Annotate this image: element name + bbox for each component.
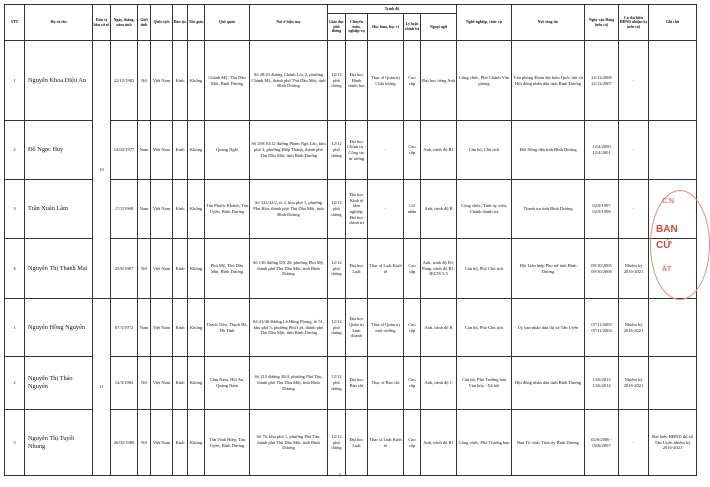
cell-note: [649, 41, 697, 121]
cell-gender: Nữ: [138, 410, 151, 476]
cell-political: Cao cấp: [404, 239, 421, 299]
header-stt: STT: [5, 5, 25, 41]
cell-party-date: 22/12/2006 22/12/2007: [585, 41, 619, 121]
cell-political: Cao cấp: [404, 41, 421, 121]
cell-residence: Số 322/42/2, tổ 2, khu phố 1, phường Phú Hòa, thành phố Thủ Dầu Một, tỉnh Bình Dương: [250, 180, 328, 239]
cell-name: Nguyễn Thị Thanh Mai: [25, 239, 93, 299]
cell-language: Anh, trình độ B: [421, 180, 457, 239]
cell-religion: Không: [188, 121, 205, 180]
cell-hometown: Phú Mỹ, Thủ Dầu Một, Bình Dương: [205, 239, 250, 299]
cell-name: Trần Xuân Lâm: [25, 180, 93, 239]
cell-hometown: Thạch Tiến, Thạch Hà, Hà Tĩnh: [205, 299, 250, 357]
header-name: Họ và tên: [25, 5, 93, 41]
header-ethnicity: Dân tộc: [173, 5, 188, 41]
cell-dob: 07/3/1972: [111, 299, 138, 357]
header-dob: Ngày, tháng, năm sinh: [111, 5, 138, 41]
cell-degree: Thạc sĩ Luật Kinh tế: [368, 239, 404, 299]
cell-name: Nguyễn Khoa Diệu An: [25, 41, 93, 121]
cell-professional: Đại học Kinh tế lâm nghiệp; Đại học chính trị: [346, 180, 368, 239]
cell-religion: Không: [188, 357, 205, 410]
cell-council: Nhiệm kỳ 2016-2021: [619, 357, 649, 410]
cell-residence: Số 136 đường DX 26, phường Phú Mỹ, thành phố Thủ Dầu Một, tỉnh Bình Dương: [250, 239, 328, 299]
cell-dob: 22/12/1982: [111, 41, 138, 121]
cell-workplace: Hội Nông dân tỉnh Bình Dương: [512, 121, 585, 180]
cell-council: -: [619, 41, 649, 121]
stamp-text: BAN: [656, 224, 678, 235]
cell-dob: 25/6/1987: [111, 239, 138, 299]
cell-name: Nguyễn Hồng Nguyên: [25, 299, 93, 357]
cell-party-date: 02/6/2006 - 02/6/2007: [585, 410, 619, 476]
page-number: 7: [338, 474, 342, 479]
cell-gender: Nữ: [138, 357, 151, 410]
cell-workplace: Văn phòng Đoàn đại biểu Quốc hội và Hội đồng nhân dân tỉnh Bình Dương: [512, 41, 585, 121]
cell-council: Nhiệm kỳ 2016-2021: [619, 239, 649, 299]
stamp-text: CỬ: [656, 240, 672, 251]
cell-gender: Nữ: [138, 41, 151, 121]
header-workplace: Nơi công tác: [512, 5, 585, 41]
cell-residence: Số 76, khu phố 1, phường Phú Tân, thành phố Thủ Dầu Một, tỉnh Bình Dương: [250, 410, 328, 476]
cell-stt: 1: [5, 299, 25, 357]
cell-name: Đỗ Ngọc Huy: [25, 121, 93, 180]
cell-general-ed: 12/12 phổ thông: [328, 410, 346, 476]
cell-stt: 3: [5, 180, 25, 239]
cell-language: Đại học tiếng Anh: [421, 41, 457, 121]
cell-general-ed: 12/12 phổ thông: [328, 180, 346, 239]
cell-occupation: Cán bộ, Chủ tịch: [457, 121, 512, 180]
cell-gender: Nam: [138, 180, 151, 239]
cell-council: -: [619, 410, 649, 476]
stamp-text: C.N: [662, 198, 675, 205]
cell-hometown: Cẩm Nam, Hội An, Quảng Nam: [205, 357, 250, 410]
cell-professional: Đại học Hành chính học: [346, 41, 368, 121]
cell-professional: Đại học Báo chí: [346, 357, 368, 410]
cell-residence: Số 28/43 đường Chánh Lộc 2, phường Chánh Mỹ, thành phố Thủ Dầu Một, tỉnh Bình Dương: [250, 41, 328, 121]
cell-religion: Không: [188, 239, 205, 299]
cell-residence: Số 269/10/12 đường Phạm Ngũ Lão, khu phố 3, phường Hiệp Thành, thành phố Thủ Dầu Một, tỉnh Bình Dương: [250, 121, 328, 180]
cell-language: Anh, trình độ B: [421, 299, 457, 357]
cell-note: [649, 299, 697, 357]
cell-political: Cao cấp: [404, 299, 421, 357]
cell-occupation: Công chức, Phó Chánh Văn phòng: [457, 41, 512, 121]
cell-ethnicity: Kinh: [173, 121, 188, 180]
cell-nationality: Việt Nam: [151, 357, 173, 410]
table-row: [5, 41, 697, 121]
cell-unit: 10: [93, 41, 111, 299]
cell-gender: Nữ: [138, 239, 151, 299]
cell-nationality: Việt Nam: [151, 121, 173, 180]
cell-ethnicity: Kinh: [173, 357, 188, 410]
header-education-group: Trình độ: [328, 5, 457, 14]
cell-occupation: Cán bộ, Phó Chủ tịch: [457, 239, 512, 299]
cell-dob: 12/3/1982: [111, 357, 138, 410]
header-residence: Nơi ở hiện nay: [250, 5, 328, 41]
cell-workplace: Hội Liên hiệp Phụ nữ tỉnh Bình Dương: [512, 239, 585, 299]
cell-nationality: Việt Nam: [151, 299, 173, 357]
cell-residence: Số 215 đường 30/4, phường Phú Thọ, thành phố Thủ Dầu Một, tỉnh Bình Dương: [250, 357, 328, 410]
header-language: Ngoại ngữ: [421, 14, 457, 41]
cell-stt: 2: [5, 357, 25, 410]
cell-professional: Đại học Chính trị - Công tác tư tưởng: [346, 121, 368, 180]
cell-stt: 2: [5, 121, 25, 180]
cell-political: Cao cấp: [404, 121, 421, 180]
header-unit: Đơn vị bầu cử số: [93, 5, 111, 41]
cell-occupation: Công chức, Tỉnh ủy viên, Chánh thanh tra: [457, 180, 512, 239]
cell-professional: Đại học Luật: [346, 410, 368, 476]
header-note: Ghi chú: [649, 5, 697, 41]
cell-degree: -: [368, 180, 404, 239]
cell-hometown: Tân Phước Khánh, Tân Uyên, Bình Dương: [205, 180, 250, 239]
cell-note: Đại biểu HĐND thị xã Tân Uyên nhiệm kỳ 2016-2021: [649, 410, 697, 476]
cell-party-date: 09/10/2005 09/10/2006: [585, 239, 619, 299]
cell-stt: 4: [5, 239, 25, 299]
cell-general-ed: 12/12 phổ thông: [328, 239, 346, 299]
cell-general-ed: 12/12 phổ thông: [328, 357, 346, 410]
header-professional: Chuyên môn, nghiệp vụ: [346, 14, 368, 41]
cell-occupation: Cán bộ, Phó Trưởng ban Văn hóa - Xã hội: [457, 357, 512, 410]
header-religion: Tôn giáo: [188, 5, 205, 41]
header-gender: Giới tính: [138, 5, 151, 41]
cell-name: Nguyễn Thị Thảo Nguyên: [25, 357, 93, 410]
cell-party-date: 07/11/2003 07/11/2004: [585, 299, 619, 357]
cell-party-date: 02/9/1997 02/9/1998: [585, 180, 619, 239]
cell-occupation: Công chức, Phó Trưởng ban: [457, 410, 512, 476]
candidate-table: [4, 4, 697, 476]
cell-gender: Nam: [138, 299, 151, 357]
cell-political: Cao cấp: [404, 410, 421, 476]
table-row: [5, 299, 697, 357]
cell-nationality: Việt Nam: [151, 239, 173, 299]
cell-note: [649, 121, 697, 180]
header-occupation: Nghề nghiệp, chức vụ: [457, 5, 512, 41]
cell-religion: Không: [188, 180, 205, 239]
stamp-text: ẤT: [662, 266, 672, 273]
header-general-ed: Giáo dục phổ thông: [328, 14, 346, 41]
cell-stt: 1: [5, 41, 25, 121]
cell-hometown: Quảng Ngãi: [205, 121, 250, 180]
cell-degree: Thạc sĩ Quản trị Chất lượng: [368, 41, 404, 121]
cell-language: Anh, trình độ B1: [421, 121, 457, 180]
cell-general-ed: 12/12 phổ thông: [328, 121, 346, 180]
cell-political: Cử nhân: [404, 180, 421, 239]
cell-language: Anh, trình độ B1; Pháp, trình độ B1; IELTS 5.5: [421, 239, 457, 299]
cell-general-ed: 12/12 phổ thông: [328, 299, 346, 357]
cell-workplace: Thanh tra tỉnh Bình Dương: [512, 180, 585, 239]
cell-language: Anh, trình độ C: [421, 357, 457, 410]
cell-workplace: Ban Tổ chức Tỉnh ủy Bình Dương: [512, 410, 585, 476]
cell-stt: 3: [5, 410, 25, 476]
cell-ethnicity: Kinh: [173, 410, 188, 476]
official-stamp: [650, 190, 710, 300]
header-council: Là đại biểu HĐND nhiệm kỳ (nếu có): [619, 5, 649, 41]
cell-council: Nhiệm kỳ 2016-2021: [619, 299, 649, 357]
cell-hometown: Chánh Mỹ, Thủ Dầu Một, Bình Dương: [205, 41, 250, 121]
cell-name: Nguyễn Thị Tuyết Nhung: [25, 410, 93, 476]
cell-hometown: Tân Vĩnh Hiệp, Tân Uyên, Bình Dương: [205, 410, 250, 476]
cell-religion: Không: [188, 410, 205, 476]
cell-degree: Thạc sĩ Báo chí: [368, 357, 404, 410]
cell-nationality: Việt Nam: [151, 180, 173, 239]
cell-party-date: 12/4/2000 12/4/2001: [585, 121, 619, 180]
cell-political: Cao cấp: [404, 357, 421, 410]
cell-professional: Đại học Luật: [346, 239, 368, 299]
cell-degree: Thạc sĩ Quản trị môi trường: [368, 299, 404, 357]
cell-residence: Số 41/46 đường Lê Hồng Phong, tổ 51, khu phố 5, phường Phú Lợi, thành phố Thủ Dầu Một, tỉnh Bình Dương: [250, 299, 328, 357]
cell-language: Anh, trình độ B1: [421, 410, 457, 476]
cell-degree: -: [368, 121, 404, 180]
cell-dob: 17/2/1968: [111, 180, 138, 239]
cell-dob: 14/02/1977: [111, 121, 138, 180]
cell-religion: Không: [188, 299, 205, 357]
header-party-date: Ngày vào Đảng (nếu có): [585, 5, 619, 41]
cell-ethnicity: Kinh: [173, 239, 188, 299]
cell-council: -: [619, 180, 649, 239]
cell-general-ed: 12/12 phổ thông: [328, 41, 346, 121]
cell-ethnicity: Kinh: [173, 180, 188, 239]
cell-nationality: Việt Nam: [151, 410, 173, 476]
header-political: Lý luận chính trị: [404, 14, 421, 41]
cell-ethnicity: Kinh: [173, 299, 188, 357]
cell-note: [649, 357, 697, 410]
cell-nationality: Việt Nam: [151, 41, 173, 121]
cell-workplace: Ủy ban nhân dân thị xã Tân Uyên: [512, 299, 585, 357]
cell-occupation: Cán bộ, Phó Chủ tịch: [457, 299, 512, 357]
cell-council: -: [619, 121, 649, 180]
cell-degree: Thạc sĩ Luật Kinh tế: [368, 410, 404, 476]
cell-party-date: 13/6/2013 13/6/2014: [585, 357, 619, 410]
header-nationality: Quốc tịch: [151, 5, 173, 41]
cell-gender: Nam: [138, 121, 151, 180]
cell-unit: 11: [93, 299, 111, 476]
cell-workplace: Hội đồng nhân dân tỉnh Bình Dương: [512, 357, 585, 410]
candidate-list-sheet: [4, 4, 693, 476]
cell-ethnicity: Kinh: [173, 41, 188, 121]
cell-professional: Đại học Quản trị kinh doanh: [346, 299, 368, 357]
header-degree: Học hàm, học vị: [368, 14, 404, 41]
header-hometown: Quê quán: [205, 5, 250, 41]
cell-dob: 26/02/1980: [111, 410, 138, 476]
cell-religion: Không: [188, 41, 205, 121]
